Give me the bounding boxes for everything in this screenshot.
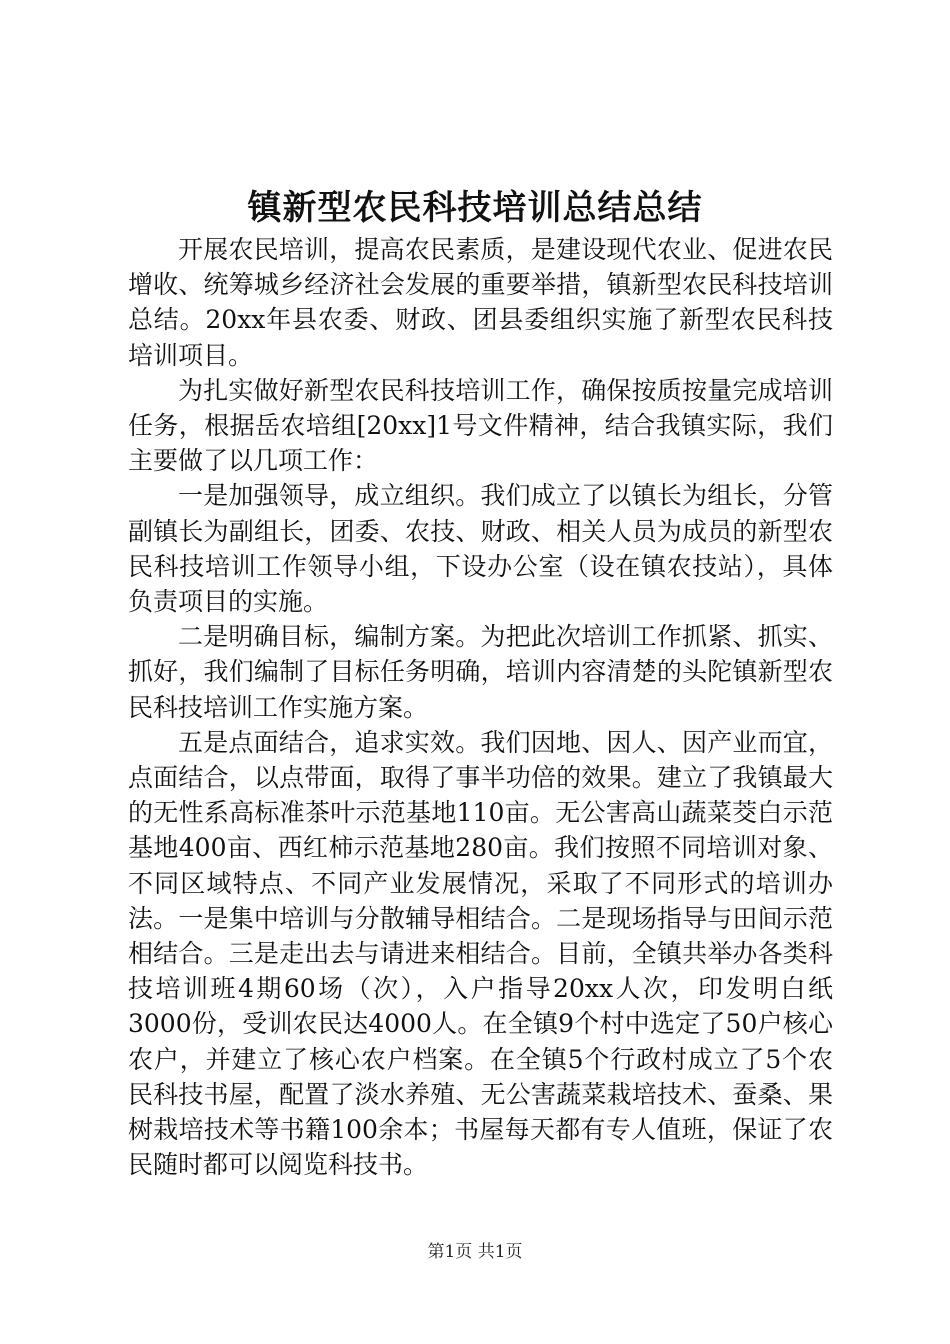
document-title: 镇新型农民科技培训总结总结 — [247, 188, 703, 228]
paragraph-leadership: 一是加强领导，成立组织。我们成立了以镇长为组长，分管副镇长为副组长，团委、农技、财政、相关人员为成员的新型农民科技培训工作领导小组，下设办公室（设在镇农技站），具体负责项目的实施。 — [128, 481, 833, 617]
paragraph-goals: 二是明确目标，编制方案。为把此次培训工作抓紧、抓实、抓好，我们编制了目标任务明确，培训内容清楚的头陀镇新型农民科技培训工作实施方案。 — [128, 622, 833, 722]
paragraph-results: 五是点面结合，追求实效。我们因地、因人、因产业而宜，点面结合，以点带面，取得了事半功倍的效果。建立了我镇最大的无性系高标准茶叶示范基地110亩。无公害高山蔬菜茭白示范基地400亩、西红柿示范基地280亩。我们按照不同培训对象、不同区域特点、不同产业发展情况，采取了不同形式的培训办法。一是集中培训与分散辅导相结合。二是现场指导与田间示范相结合。三是走出去与请进来相结合。目前，全镇共举办各类科技培训班4期60场（次），入户指导20xx人次，印发明白纸3000份，受训农民达4000人。在全镇9个村中选定了50户核心农户，并建立了核心农户档案。在全镇5个行政村成立了5个农民科技书屋，配置了淡水养殖、无公害蔬菜栽培技术、蚕桑、果树栽培技术等书籍100余本；书屋每天都有专人值班，保证了农民随时都可以阅览科技书。 — [128, 727, 833, 1180]
page-number-footer: 第1页 共1页 — [427, 1242, 523, 1262]
document-body — [128, 232, 833, 1182]
paragraph-tasks: 为扎实做好新型农民科技培训工作，确保按质按量完成培训任务，根据岳农培组[20xx]1号文件精神，结合我镇实际，我们主要做了以几项工作： — [128, 375, 833, 476]
paragraph-intro: 开展农民培训，提高农民素质，是建设现代农业、促进农民增收、统筹城乡经济社会发展的重要举措，镇新型农民科技培训总结。20xx年县农委、财政、团县委组织实施了新型农民科技培训项目。 — [128, 235, 833, 370]
